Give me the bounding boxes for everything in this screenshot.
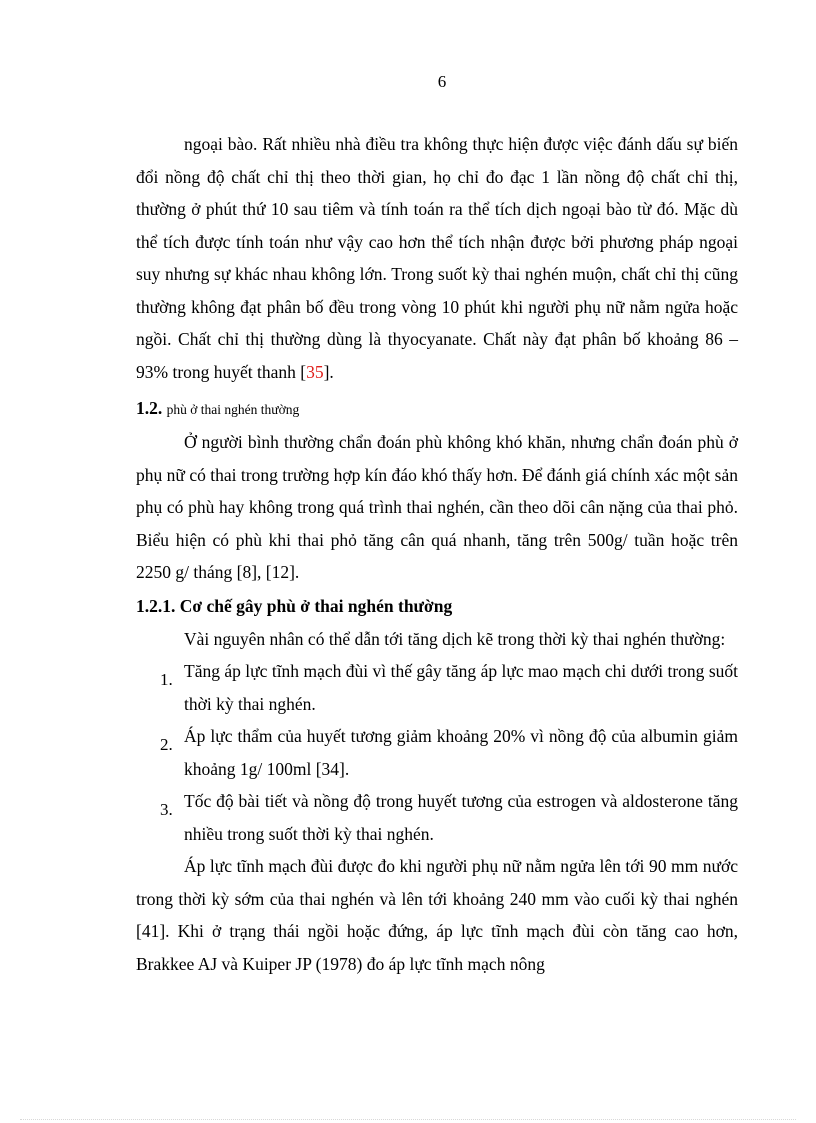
list-marker: 2. bbox=[160, 735, 173, 754]
list-item bbox=[136, 655, 738, 720]
section-heading-1-2-1: 1.2.1. Cơ chế gây phù ở thai nghén thường bbox=[136, 595, 453, 616]
paragraph-text: ngoại bào. Rất nhiều nhà điều tra không thực hiện được việc đánh dấu sự biến đổi nồng độ chất chỉ thị theo thời gian, họ chỉ đo đạc 1 lần nồng độ chất chỉ thị, thường ở phút thứ 10 sau tiêm và tính toán ra thể tích dịch ngoại bào từ đó. Mặc dù thể tích được tính toán như vậy cao hơn thể tích nhận được bởi phương pháp ngoại suy nhưng sự khác nhau không lớn. Trong suốt kỳ thai nghén muộn, chất chỉ thị cũng thường không đạt phân bố đều trong vòng 10 phút khi người phụ nữ nằm ngửa hoặc ngồi. Chất chỉ thị thường dùng là thyocyanate. Chất này đạt phân bố khoảng 86 – 93% trong huyết thanh [ bbox=[136, 134, 738, 382]
page-bottom-divider bbox=[20, 1119, 796, 1120]
list-item-text: Tốc độ bài tiết và nồng độ trong huyết tương của estrogen và aldosterone tăng nhiều trong suốt thời kỳ thai nghén. bbox=[184, 791, 738, 844]
paragraph-extracellular bbox=[136, 128, 738, 388]
list-item bbox=[136, 785, 738, 850]
list-item bbox=[136, 720, 738, 785]
paragraph-text-end: ]. bbox=[323, 361, 334, 382]
section-number: 1.2. bbox=[136, 398, 163, 418]
list-marker: 1. bbox=[160, 670, 173, 689]
causes-list bbox=[136, 655, 738, 850]
reference-link[interactable]: 35 bbox=[306, 361, 324, 382]
list-item-text: Áp lực thẩm của huyết tương giảm khoảng 20% vì nồng độ của albumin giảm khoảng 1g/ 100ml [34]. bbox=[184, 726, 738, 779]
list-item-text: Tăng áp lực tĩnh mạch đùi vì thế gây tăng áp lực mao mạch chi dưới trong suốt thời kỳ thai nghén. bbox=[184, 661, 738, 714]
paragraph-venous-pressure: Áp lực tĩnh mạch đùi được đo khi người phụ nữ nằm ngửa lên tới 90 mm nước trong thời kỳ sớm của thai nghén và lên tới khoảng 240 mm vào cuối kỳ thai nghén [41]. Khi ở trạng thái ngồi hoặc đứng, áp lực tĩnh mạch đùi còn tăng cao hơn, Brakkee AJ và Kuiper JP (1978) đo áp lực tĩnh mạch nông bbox=[136, 856, 738, 974]
section-title: phù ở thai nghén thường bbox=[166, 402, 300, 417]
list-marker: 3. bbox=[160, 800, 173, 819]
section-heading-1-2 bbox=[136, 394, 738, 424]
paragraph-diagnosis: Ở người bình thường chẩn đoán phù không khó khăn, nhưng chẩn đoán phù ở phụ nữ có thai trong trường hợp kín đáo khó thấy hơn. Để đánh giá chính xác một sản phụ có phù hay không trong quá trình thai nghén, cần theo dõi cân nặng của thai phỏ. Biểu hiện có phù khi thai phỏ tăng cân quá nhanh, tăng trên 500g/ tuần hoặc trên 2250 g/ tháng [8], [12]. bbox=[136, 432, 738, 582]
paragraph-causes-intro: Vài nguyên nhân có thể dẫn tới tăng dịch kẽ trong thời kỳ thai nghén thường: bbox=[184, 628, 726, 649]
document-body bbox=[136, 128, 738, 980]
page-number: 6 bbox=[437, 72, 447, 91]
